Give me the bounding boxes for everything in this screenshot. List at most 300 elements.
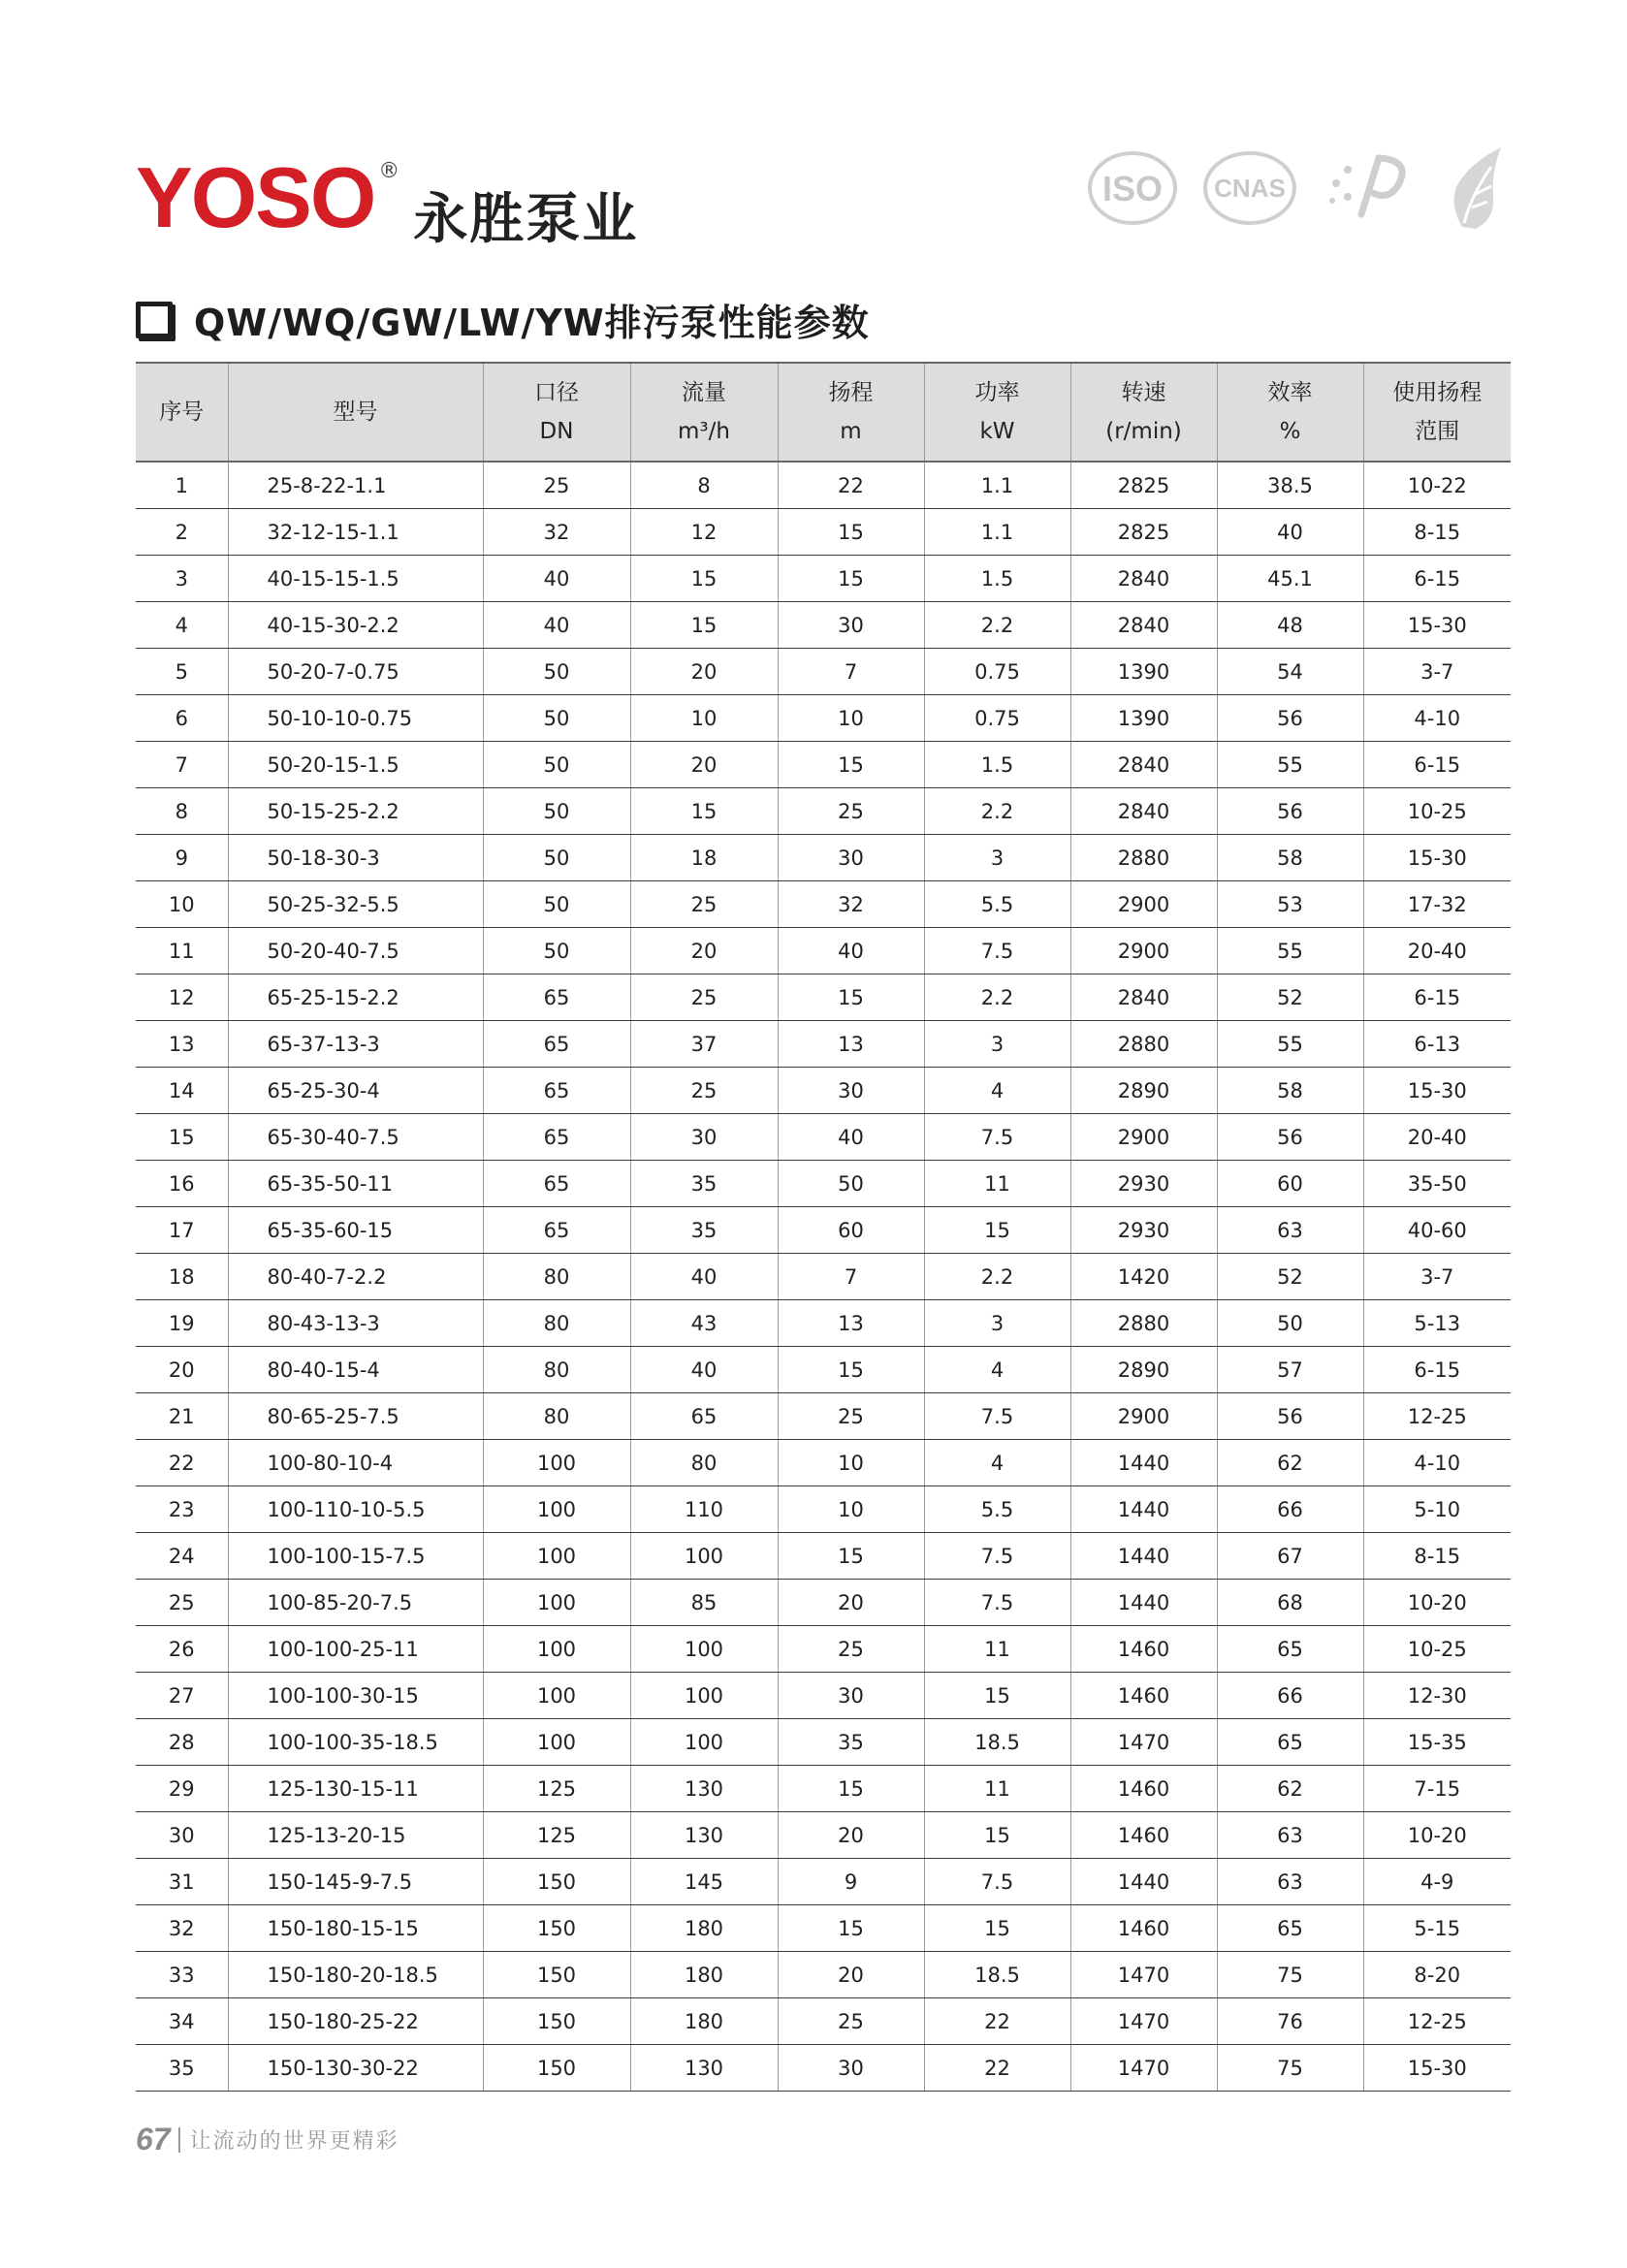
cell-diameter: 100 xyxy=(483,1580,630,1626)
cell-flow: 8 xyxy=(630,462,778,509)
cell-diameter: 50 xyxy=(483,649,630,695)
cell-head-range: 6-15 xyxy=(1363,974,1511,1021)
pump-performance-table xyxy=(136,362,1511,2092)
cell-speed: 2930 xyxy=(1070,1161,1217,1207)
table-row xyxy=(136,928,1511,974)
header-diameter: 口径 DN xyxy=(483,363,630,462)
cell-power: 2.2 xyxy=(924,788,1070,835)
cell-flow: 25 xyxy=(630,881,778,928)
cell-head-range: 8-20 xyxy=(1363,1952,1511,1998)
cell-flow: 65 xyxy=(630,1393,778,1440)
cell-index: 32 xyxy=(136,1905,228,1952)
cell-model: 50-18-30-3 xyxy=(228,835,483,881)
table-row xyxy=(136,1440,1511,1486)
cell-head-range: 10-25 xyxy=(1363,788,1511,835)
cell-diameter: 100 xyxy=(483,1719,630,1766)
cell-model: 40-15-30-2.2 xyxy=(228,602,483,649)
cell-head: 10 xyxy=(778,1440,924,1486)
page-header xyxy=(136,145,1513,252)
cell-model: 150-180-15-15 xyxy=(228,1905,483,1952)
cell-index: 1 xyxy=(136,462,228,509)
cell-efficiency: 57 xyxy=(1217,1347,1363,1393)
cell-head: 30 xyxy=(778,602,924,649)
cell-speed: 2880 xyxy=(1070,1021,1217,1068)
cell-power: 15 xyxy=(924,1207,1070,1254)
cell-head-range: 4-10 xyxy=(1363,1440,1511,1486)
cell-index: 8 xyxy=(136,788,228,835)
cell-speed: 1440 xyxy=(1070,1486,1217,1533)
cell-head-range: 12-25 xyxy=(1363,1393,1511,1440)
table-row xyxy=(136,1068,1511,1114)
cell-head: 25 xyxy=(778,1998,924,2045)
cell-diameter: 65 xyxy=(483,1021,630,1068)
cell-efficiency: 40 xyxy=(1217,509,1363,556)
cell-diameter: 100 xyxy=(483,1626,630,1673)
cell-diameter: 150 xyxy=(483,1859,630,1905)
cell-model: 100-85-20-7.5 xyxy=(228,1580,483,1626)
cell-power: 15 xyxy=(924,1673,1070,1719)
cell-power: 1.1 xyxy=(924,509,1070,556)
cell-speed: 1470 xyxy=(1070,1719,1217,1766)
cell-diameter: 65 xyxy=(483,974,630,1021)
cell-index: 13 xyxy=(136,1021,228,1068)
cell-power: 0.75 xyxy=(924,649,1070,695)
cell-efficiency: 62 xyxy=(1217,1766,1363,1812)
header-head-range: 使用扬程 范围 xyxy=(1363,363,1511,462)
cell-head-range: 8-15 xyxy=(1363,1533,1511,1580)
cell-index: 6 xyxy=(136,695,228,742)
cell-index: 4 xyxy=(136,602,228,649)
cell-head: 20 xyxy=(778,1580,924,1626)
cell-speed: 2900 xyxy=(1070,928,1217,974)
cell-head: 30 xyxy=(778,1673,924,1719)
header-speed: 转速 (r/min) xyxy=(1070,363,1217,462)
cell-power: 4 xyxy=(924,1440,1070,1486)
leaf-emblem-icon xyxy=(1443,145,1513,231)
cell-power: 1.5 xyxy=(924,742,1070,788)
table-row xyxy=(136,1626,1511,1673)
cell-efficiency: 58 xyxy=(1217,835,1363,881)
table-row xyxy=(136,1393,1511,1440)
cell-diameter: 50 xyxy=(483,881,630,928)
cell-head-range: 35-50 xyxy=(1363,1161,1511,1207)
cell-speed: 2825 xyxy=(1070,462,1217,509)
header-flow: 流量 m³/h xyxy=(630,363,778,462)
cell-speed: 1460 xyxy=(1070,1766,1217,1812)
header-row xyxy=(136,363,1511,462)
cell-flow: 20 xyxy=(630,742,778,788)
cell-flow: 20 xyxy=(630,649,778,695)
cell-model: 50-20-15-1.5 xyxy=(228,742,483,788)
cell-head: 30 xyxy=(778,2045,924,2092)
cell-speed: 1460 xyxy=(1070,1626,1217,1673)
cell-flow: 18 xyxy=(630,835,778,881)
cell-index: 5 xyxy=(136,649,228,695)
cell-head: 15 xyxy=(778,556,924,602)
cell-diameter: 50 xyxy=(483,788,630,835)
cell-flow: 25 xyxy=(630,974,778,1021)
cell-speed: 2900 xyxy=(1070,1114,1217,1161)
cell-speed: 1470 xyxy=(1070,2045,1217,2092)
cell-diameter: 65 xyxy=(483,1207,630,1254)
table-row xyxy=(136,1766,1511,1812)
table-row xyxy=(136,881,1511,928)
brand-name-latin: YOSO xyxy=(136,149,375,245)
table-row xyxy=(136,1859,1511,1905)
cell-speed: 2900 xyxy=(1070,881,1217,928)
cell-power: 2.2 xyxy=(924,602,1070,649)
cell-diameter: 150 xyxy=(483,1998,630,2045)
table-row xyxy=(136,835,1511,881)
cell-speed: 1460 xyxy=(1070,1673,1217,1719)
cell-power: 7.5 xyxy=(924,1533,1070,1580)
cell-diameter: 100 xyxy=(483,1673,630,1719)
cell-head: 30 xyxy=(778,1068,924,1114)
table-row xyxy=(136,788,1511,835)
cell-model: 150-180-25-22 xyxy=(228,1998,483,2045)
cell-model: 80-40-15-4 xyxy=(228,1347,483,1393)
cell-diameter: 80 xyxy=(483,1347,630,1393)
cell-head-range: 15-30 xyxy=(1363,1068,1511,1114)
cell-index: 19 xyxy=(136,1300,228,1347)
cell-speed: 2840 xyxy=(1070,974,1217,1021)
cell-flow: 20 xyxy=(630,928,778,974)
table-body xyxy=(136,462,1511,2092)
cell-speed: 1470 xyxy=(1070,1998,1217,2045)
cell-efficiency: 52 xyxy=(1217,1254,1363,1300)
table-row xyxy=(136,509,1511,556)
cell-diameter: 65 xyxy=(483,1161,630,1207)
cell-model: 100-100-15-7.5 xyxy=(228,1533,483,1580)
cell-efficiency: 55 xyxy=(1217,1021,1363,1068)
cell-speed: 1390 xyxy=(1070,695,1217,742)
page-footer xyxy=(136,2122,399,2157)
cell-head: 15 xyxy=(778,1905,924,1952)
table-row xyxy=(136,649,1511,695)
header-efficiency: 效率 % xyxy=(1217,363,1363,462)
cell-speed: 2880 xyxy=(1070,835,1217,881)
cell-speed: 2880 xyxy=(1070,1300,1217,1347)
cell-efficiency: 54 xyxy=(1217,649,1363,695)
cell-head: 25 xyxy=(778,788,924,835)
cell-model: 50-15-25-2.2 xyxy=(228,788,483,835)
cell-index: 7 xyxy=(136,742,228,788)
cell-index: 27 xyxy=(136,1673,228,1719)
cell-model: 100-100-35-18.5 xyxy=(228,1719,483,1766)
cell-power: 7.5 xyxy=(924,1580,1070,1626)
cell-head: 25 xyxy=(778,1626,924,1673)
cell-power: 22 xyxy=(924,2045,1070,2092)
cell-flow: 12 xyxy=(630,509,778,556)
cell-head: 9 xyxy=(778,1859,924,1905)
cell-head: 25 xyxy=(778,1393,924,1440)
cell-efficiency: 58 xyxy=(1217,1068,1363,1114)
cell-power: 2.2 xyxy=(924,974,1070,1021)
cell-model: 125-13-20-15 xyxy=(228,1812,483,1859)
table-row xyxy=(136,1486,1511,1533)
cell-head: 15 xyxy=(778,509,924,556)
cell-speed: 2840 xyxy=(1070,788,1217,835)
cell-model: 40-15-15-1.5 xyxy=(228,556,483,602)
cell-head-range: 6-13 xyxy=(1363,1021,1511,1068)
cell-flow: 130 xyxy=(630,1812,778,1859)
cell-head-range: 7-15 xyxy=(1363,1766,1511,1812)
cell-model: 150-145-9-7.5 xyxy=(228,1859,483,1905)
cell-head: 40 xyxy=(778,928,924,974)
cell-head: 30 xyxy=(778,835,924,881)
cell-head: 20 xyxy=(778,1952,924,1998)
cell-model: 65-37-13-3 xyxy=(228,1021,483,1068)
cell-power: 11 xyxy=(924,1161,1070,1207)
cell-flow: 15 xyxy=(630,788,778,835)
cell-flow: 40 xyxy=(630,1347,778,1393)
cell-efficiency: 56 xyxy=(1217,695,1363,742)
cell-diameter: 25 xyxy=(483,462,630,509)
cell-head-range: 15-30 xyxy=(1363,2045,1511,2092)
cell-head-range: 15-30 xyxy=(1363,835,1511,881)
cell-power: 15 xyxy=(924,1905,1070,1952)
cell-index: 29 xyxy=(136,1766,228,1812)
table-row xyxy=(136,602,1511,649)
cell-speed: 1470 xyxy=(1070,1952,1217,1998)
cell-power: 1.5 xyxy=(924,556,1070,602)
cell-power: 18.5 xyxy=(924,1719,1070,1766)
cell-diameter: 40 xyxy=(483,556,630,602)
cell-power: 11 xyxy=(924,1766,1070,1812)
cell-head: 13 xyxy=(778,1300,924,1347)
cell-model: 80-65-25-7.5 xyxy=(228,1393,483,1440)
cell-head-range: 15-35 xyxy=(1363,1719,1511,1766)
cell-diameter: 150 xyxy=(483,1905,630,1952)
cell-flow: 37 xyxy=(630,1021,778,1068)
cell-model: 25-8-22-1.1 xyxy=(228,462,483,509)
cell-model: 50-25-32-5.5 xyxy=(228,881,483,928)
cell-index: 9 xyxy=(136,835,228,881)
cell-flow: 85 xyxy=(630,1580,778,1626)
cell-model: 80-43-13-3 xyxy=(228,1300,483,1347)
cell-efficiency: 56 xyxy=(1217,1393,1363,1440)
cell-efficiency: 76 xyxy=(1217,1998,1363,2045)
cell-index: 17 xyxy=(136,1207,228,1254)
cell-head-range: 12-25 xyxy=(1363,1998,1511,2045)
cell-efficiency: 63 xyxy=(1217,1207,1363,1254)
header-head: 扬程 m xyxy=(778,363,924,462)
cell-diameter: 50 xyxy=(483,835,630,881)
cell-head: 50 xyxy=(778,1161,924,1207)
cell-model: 150-130-30-22 xyxy=(228,2045,483,2092)
brand-logo xyxy=(136,149,639,254)
cell-index: 12 xyxy=(136,974,228,1021)
cell-head: 35 xyxy=(778,1719,924,1766)
cell-flow: 180 xyxy=(630,1998,778,2045)
cell-speed: 2890 xyxy=(1070,1068,1217,1114)
cell-efficiency: 38.5 xyxy=(1217,462,1363,509)
table-header xyxy=(136,363,1511,462)
cell-speed: 1440 xyxy=(1070,1533,1217,1580)
table-row xyxy=(136,1533,1511,1580)
cell-head-range: 5-10 xyxy=(1363,1486,1511,1533)
table-row xyxy=(136,742,1511,788)
cell-head-range: 6-15 xyxy=(1363,742,1511,788)
cell-efficiency: 56 xyxy=(1217,788,1363,835)
cell-head: 10 xyxy=(778,695,924,742)
cell-efficiency: 50 xyxy=(1217,1300,1363,1347)
header-power: 功率 kW xyxy=(924,363,1070,462)
footer-slogan: 让流动的世界更精彩 xyxy=(189,2129,399,2154)
cell-model: 100-110-10-5.5 xyxy=(228,1486,483,1533)
table-row xyxy=(136,1254,1511,1300)
cell-head-range: 20-40 xyxy=(1363,928,1511,974)
header-model: 型号 xyxy=(228,363,483,462)
cell-efficiency: 63 xyxy=(1217,1859,1363,1905)
cell-speed: 2840 xyxy=(1070,602,1217,649)
cell-power: 7.5 xyxy=(924,1114,1070,1161)
table-row xyxy=(136,974,1511,1021)
cell-efficiency: 67 xyxy=(1217,1533,1363,1580)
cell-power: 7.5 xyxy=(924,928,1070,974)
cell-model: 125-130-15-11 xyxy=(228,1766,483,1812)
cell-index: 3 xyxy=(136,556,228,602)
cell-power: 3 xyxy=(924,1021,1070,1068)
cell-flow: 43 xyxy=(630,1300,778,1347)
cell-efficiency: 75 xyxy=(1217,2045,1363,2092)
cnas-cert-icon xyxy=(1202,150,1297,226)
cell-speed: 2930 xyxy=(1070,1207,1217,1254)
cell-power: 3 xyxy=(924,1300,1070,1347)
cell-flow: 35 xyxy=(630,1161,778,1207)
cell-speed: 1440 xyxy=(1070,1859,1217,1905)
table-row xyxy=(136,1905,1511,1952)
cell-efficiency: 55 xyxy=(1217,742,1363,788)
cell-flow: 10 xyxy=(630,695,778,742)
cell-flow: 80 xyxy=(630,1440,778,1486)
cell-model: 32-12-15-1.1 xyxy=(228,509,483,556)
cell-diameter: 65 xyxy=(483,1114,630,1161)
cell-power: 11 xyxy=(924,1626,1070,1673)
cell-flow: 130 xyxy=(630,1766,778,1812)
cell-power: 5.5 xyxy=(924,1486,1070,1533)
page-number: 67 xyxy=(136,2122,171,2156)
iso-label: ISO xyxy=(1101,169,1164,208)
brand-name-chinese: 永胜泵业 xyxy=(413,188,639,251)
cell-efficiency: 75 xyxy=(1217,1952,1363,1998)
cell-flow: 110 xyxy=(630,1486,778,1533)
cell-flow: 100 xyxy=(630,1673,778,1719)
cell-head: 10 xyxy=(778,1486,924,1533)
table-row xyxy=(136,2045,1511,2092)
cell-model: 50-10-10-0.75 xyxy=(228,695,483,742)
cell-model: 65-35-60-15 xyxy=(228,1207,483,1254)
cell-head-range: 10-22 xyxy=(1363,462,1511,509)
cell-flow: 100 xyxy=(630,1719,778,1766)
cell-head-range: 3-7 xyxy=(1363,1254,1511,1300)
cell-speed: 2890 xyxy=(1070,1347,1217,1393)
cell-head-range: 20-40 xyxy=(1363,1114,1511,1161)
cell-head-range: 3-7 xyxy=(1363,649,1511,695)
cell-model: 65-25-30-4 xyxy=(228,1068,483,1114)
quality-mark-icon xyxy=(1323,150,1418,226)
cell-index: 26 xyxy=(136,1626,228,1673)
cell-model: 100-100-25-11 xyxy=(228,1626,483,1673)
cell-efficiency: 52 xyxy=(1217,974,1363,1021)
cell-index: 16 xyxy=(136,1161,228,1207)
cell-head-range: 4-10 xyxy=(1363,695,1511,742)
cell-head-range: 4-9 xyxy=(1363,1859,1511,1905)
cell-head: 15 xyxy=(778,1766,924,1812)
cell-efficiency: 63 xyxy=(1217,1812,1363,1859)
cell-model: 100-80-10-4 xyxy=(228,1440,483,1486)
cell-efficiency: 62 xyxy=(1217,1440,1363,1486)
cell-efficiency: 56 xyxy=(1217,1114,1363,1161)
cell-head-range: 5-15 xyxy=(1363,1905,1511,1952)
cell-speed: 1460 xyxy=(1070,1812,1217,1859)
cell-diameter: 150 xyxy=(483,2045,630,2092)
cell-flow: 30 xyxy=(630,1114,778,1161)
certification-marks xyxy=(1088,145,1513,231)
table-row xyxy=(136,462,1511,509)
cell-speed: 1440 xyxy=(1070,1580,1217,1626)
cell-speed: 2840 xyxy=(1070,556,1217,602)
cell-index: 35 xyxy=(136,2045,228,2092)
cell-head: 40 xyxy=(778,1114,924,1161)
cell-head: 22 xyxy=(778,462,924,509)
table-row xyxy=(136,1952,1511,1998)
cell-head-range: 6-15 xyxy=(1363,1347,1511,1393)
cell-head-range: 10-20 xyxy=(1363,1580,1511,1626)
table-row xyxy=(136,1998,1511,2045)
cell-power: 3 xyxy=(924,835,1070,881)
cell-flow: 180 xyxy=(630,1905,778,1952)
cell-efficiency: 65 xyxy=(1217,1905,1363,1952)
header-index: 序号 xyxy=(136,363,228,462)
cell-head-range: 8-15 xyxy=(1363,509,1511,556)
cell-head: 15 xyxy=(778,974,924,1021)
cell-power: 22 xyxy=(924,1998,1070,2045)
cell-flow: 40 xyxy=(630,1254,778,1300)
cnas-label: CNAS xyxy=(1214,174,1286,203)
cell-diameter: 32 xyxy=(483,509,630,556)
cell-head-range: 15-30 xyxy=(1363,602,1511,649)
cell-speed: 1390 xyxy=(1070,649,1217,695)
cell-power: 0.75 xyxy=(924,695,1070,742)
cell-index: 10 xyxy=(136,881,228,928)
cell-power: 1.1 xyxy=(924,462,1070,509)
cell-speed: 1440 xyxy=(1070,1440,1217,1486)
cell-flow: 145 xyxy=(630,1859,778,1905)
cell-efficiency: 53 xyxy=(1217,881,1363,928)
cell-power: 7.5 xyxy=(924,1393,1070,1440)
cell-efficiency: 65 xyxy=(1217,1626,1363,1673)
cell-power: 2.2 xyxy=(924,1254,1070,1300)
cell-head: 32 xyxy=(778,881,924,928)
cell-flow: 25 xyxy=(630,1068,778,1114)
cell-efficiency: 55 xyxy=(1217,928,1363,974)
cell-head-range: 6-15 xyxy=(1363,556,1511,602)
cell-head: 20 xyxy=(778,1812,924,1859)
cell-efficiency: 68 xyxy=(1217,1580,1363,1626)
cell-efficiency: 65 xyxy=(1217,1719,1363,1766)
cell-flow: 130 xyxy=(630,2045,778,2092)
table-row xyxy=(136,1207,1511,1254)
checkbox-square-icon xyxy=(136,302,173,338)
cell-flow: 15 xyxy=(630,602,778,649)
table-row xyxy=(136,1580,1511,1626)
cell-power: 4 xyxy=(924,1068,1070,1114)
section-heading xyxy=(136,293,870,346)
cell-flow: 100 xyxy=(630,1626,778,1673)
cell-model: 65-30-40-7.5 xyxy=(228,1114,483,1161)
cell-index: 25 xyxy=(136,1580,228,1626)
